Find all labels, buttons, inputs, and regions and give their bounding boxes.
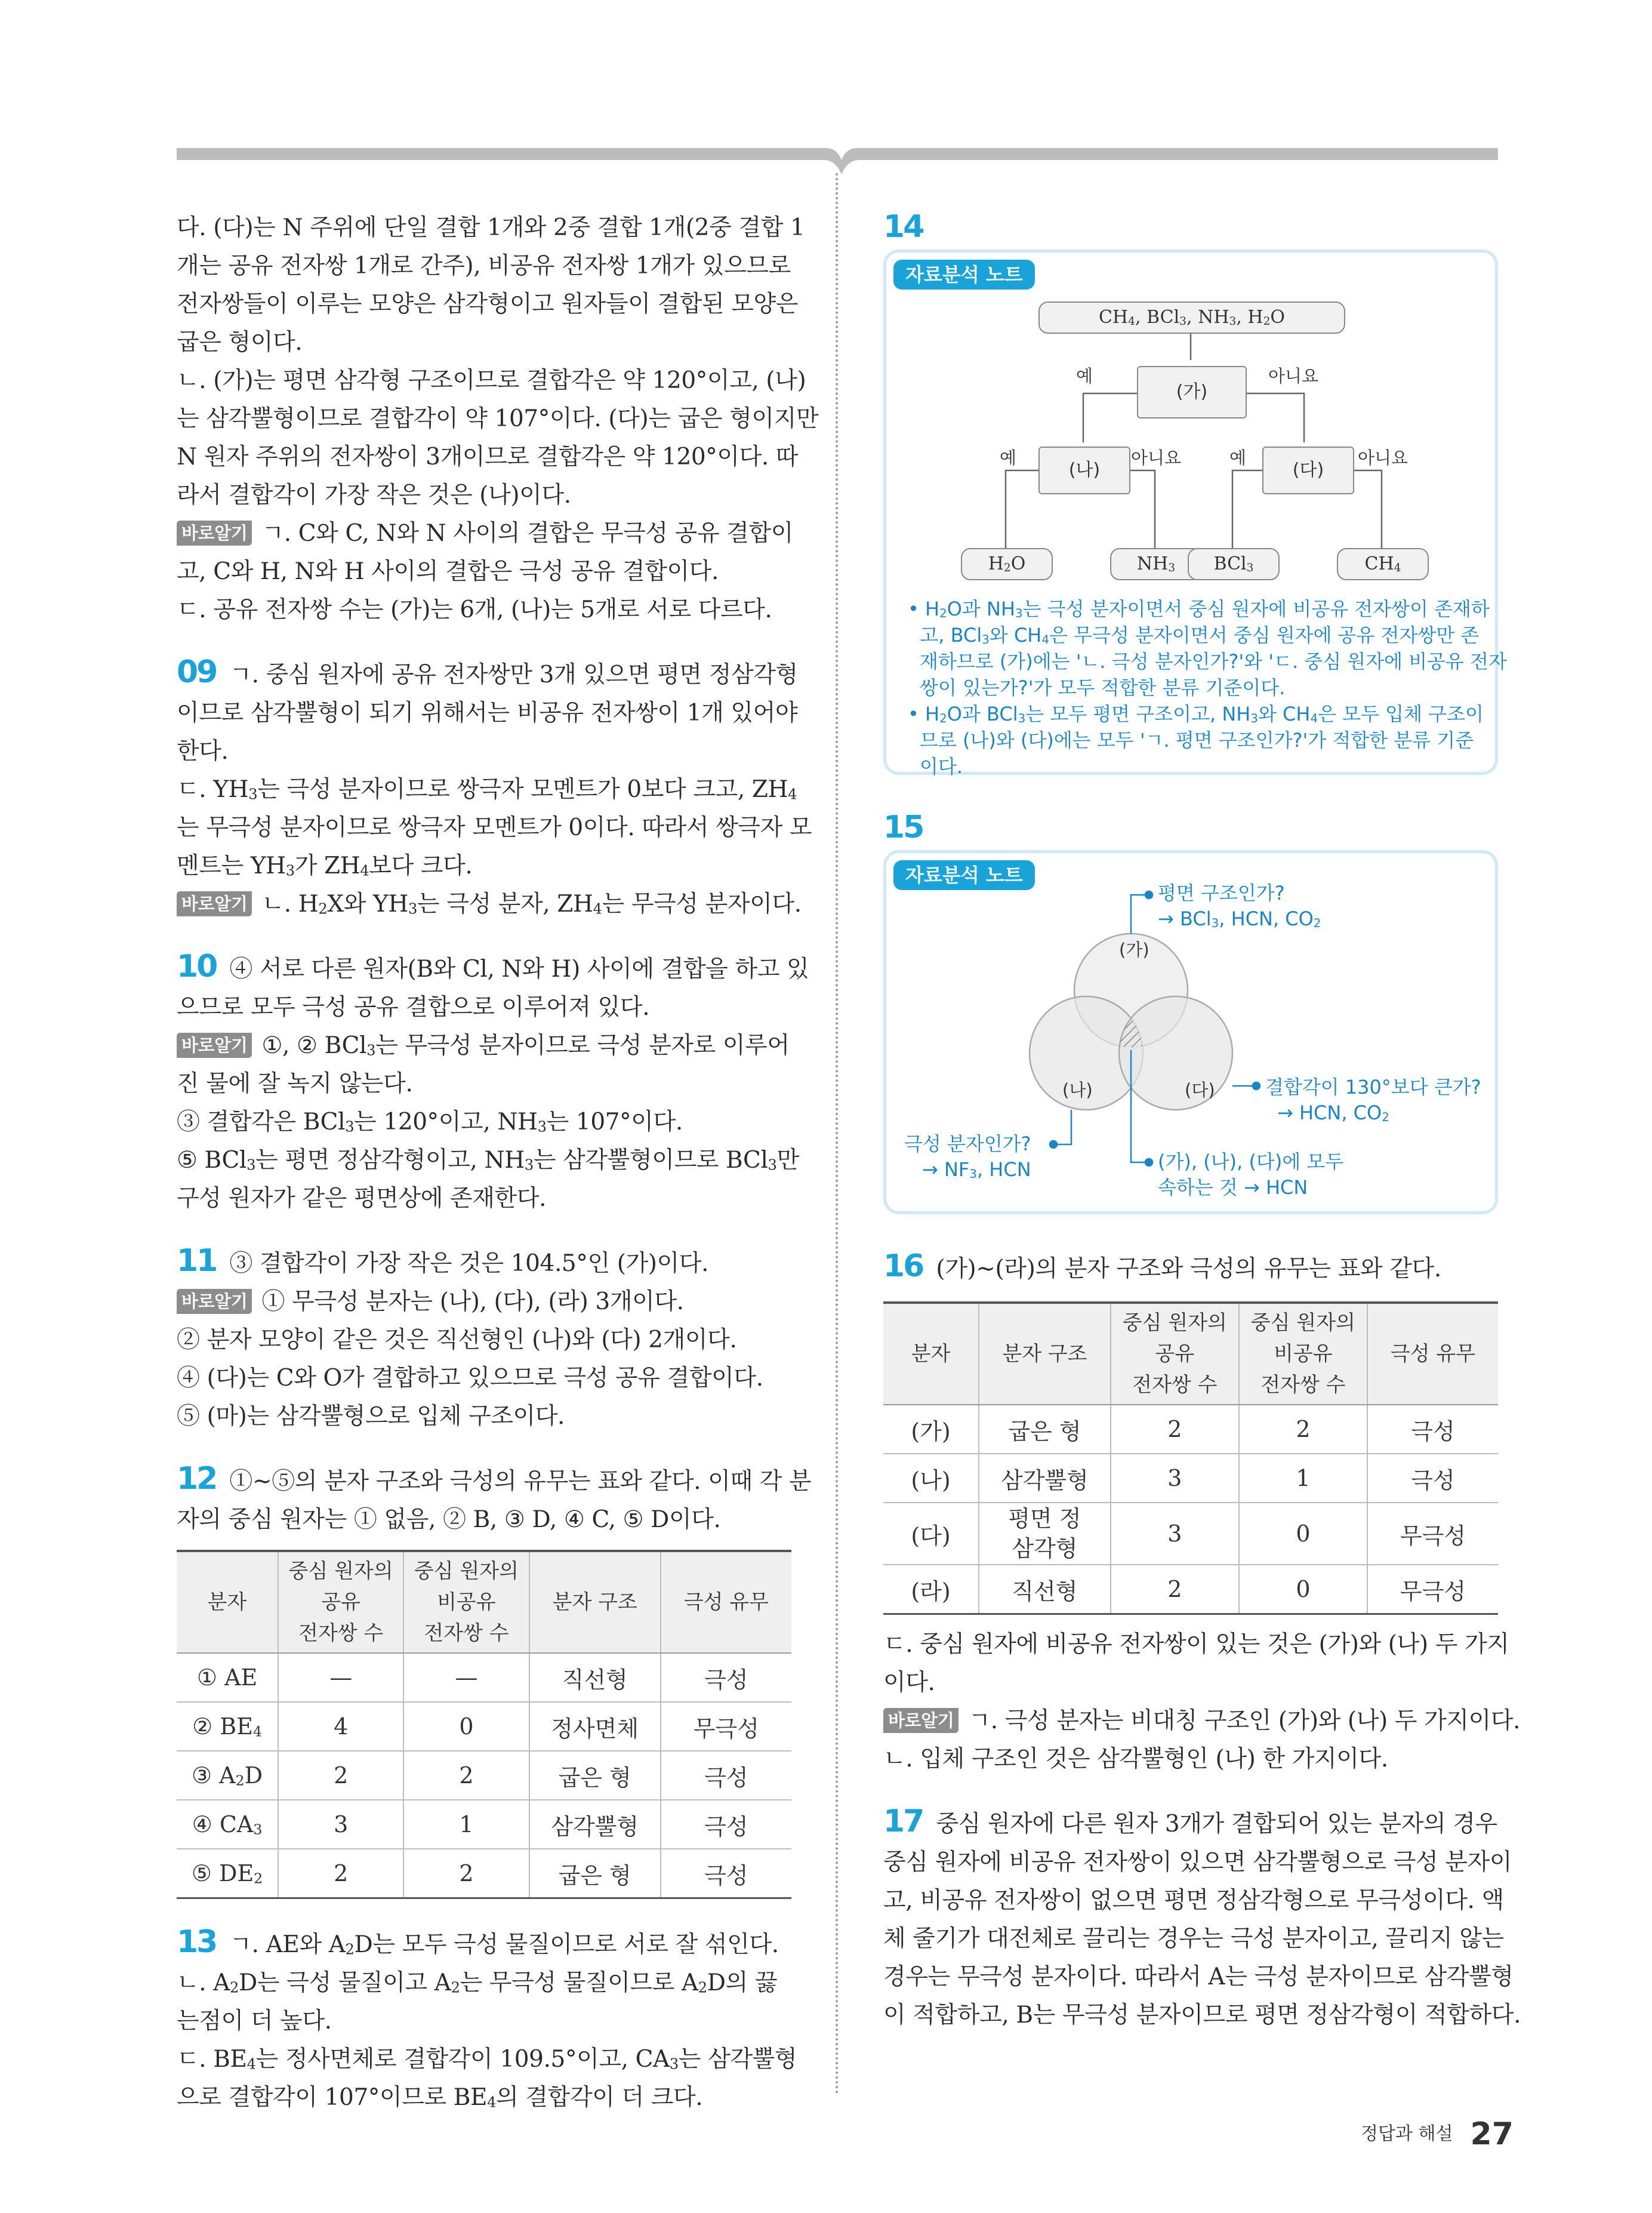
- text-line: 전자쌍들이 이루는 모양은 삼각형이고 원자들이 결합된 모양은: [177, 291, 799, 318]
- baro-algi-badge: 바로알기: [177, 521, 252, 546]
- table-row: [883, 1565, 1498, 1614]
- table-cell: ③ $A_2D$: [177, 1751, 278, 1800]
- text-line: 중심 원자에 비공유 전자쌍이 있으면 삼각뿔형으로 극성 분자이: [883, 1849, 1512, 1876]
- question-number: 16: [883, 1248, 923, 1284]
- note-line: 이다.: [920, 755, 963, 778]
- tree-root-node: $CH_4$, BCl$_3$, $NH_3$, $H_2O$: [1038, 301, 1345, 334]
- text-line: 자의 중심 원자는 ① 없음, ② B, ③ D, ④ C, ⑤ D이다.: [177, 1506, 721, 1533]
- table-row: [177, 1751, 791, 1800]
- answer-12: 12 ①~⑤의 분자 구조와 극성의 유무는 표와 같다. 이때 각 분: [177, 1461, 812, 1497]
- text-line: 고, C와 H, N와 H 사이의 결합은 극성 공유 결합이다.: [177, 558, 719, 585]
- note-line: 쌍이 있는가?'가 모두 적합한 분류 기준이다.: [920, 676, 1286, 699]
- page-number: 27: [1470, 2116, 1514, 2152]
- text-line: 체 줄기가 대전체로 끌리는 경우는 극성 분자이고, 끌리지 않는: [883, 1925, 1504, 1952]
- table-header: 분자: [177, 1551, 278, 1653]
- baro-algi-badge: 바로알기: [883, 1708, 958, 1733]
- venn-annotation: → $NF_3$, HCN: [922, 1158, 1031, 1181]
- table-header: 중심 원자의 비공유 전자쌍 수: [1239, 1303, 1367, 1405]
- table-cell: 무극성: [1367, 1503, 1498, 1565]
- text-line: ㄷ. $BE_4$는 정사면체로 결합각이 109.5°이고, $CA_3$는 삼각뿔형: [177, 2046, 797, 2073]
- text-line: ③ 결합각은 BCl$_3$는 120°이고, $NH_3$는 107°이다.: [177, 1109, 683, 1135]
- analysis-note-15: [883, 850, 1498, 1214]
- text-line: ⑤ (마)는 삼각뿔형으로 입체 구조이다.: [177, 1403, 565, 1430]
- text-line: 바로알기 ① 무극성 분자는 (나), (다), (라) 3개이다.: [177, 1283, 791, 1321]
- baro-algi-badge: 바로알기: [177, 891, 252, 916]
- table-header: 중심 원자의 공유 전자쌍 수: [278, 1551, 403, 1653]
- table-cell: 0: [1239, 1565, 1367, 1614]
- text-line: 이므로 삼각뿔형이 되기 위해서는 비공유 전자쌍이 1개 있어야: [177, 700, 798, 727]
- text-line: 개는 공유 전자쌍 1개로 간주), 비공유 전자쌍 1개가 있으므로: [177, 253, 791, 279]
- table-cell: 평면 정삼각형: [979, 1503, 1111, 1565]
- question-number: 12: [177, 1461, 217, 1497]
- table-cell: 직선형: [529, 1653, 661, 1702]
- venn-circle-da: [1119, 996, 1232, 1110]
- table-header-row: [177, 1551, 791, 1653]
- tree-leaf: $H_2O$: [961, 548, 1053, 580]
- table-cell: 무극성: [1367, 1565, 1498, 1614]
- text-line: ④ (다)는 C와 O가 결합하고 있으므로 극성 공유 결합이다.: [177, 1365, 763, 1392]
- baro-algi-badge: 바로알기: [177, 1033, 252, 1058]
- table-header: 극성 유무: [1367, 1303, 1498, 1405]
- table-cell: 2: [403, 1751, 529, 1800]
- table-cell: 3: [278, 1800, 403, 1849]
- text-line: N 원자 주위의 전자쌍이 3개이므로 결합각은 약 120°이다. 따: [177, 444, 799, 470]
- table-cell: 굽은 형: [529, 1751, 661, 1800]
- text-line: 이 적합하고, B는 무극성 분자이므로 평면 정삼각형이 적합하다.: [883, 2002, 1521, 2029]
- table-cell: 2: [1239, 1405, 1367, 1454]
- top-divider-bar: [0, 0, 1652, 179]
- table-header: 극성 유무: [661, 1551, 791, 1653]
- table-cell: 극성: [661, 1751, 791, 1800]
- table-cell: 1: [403, 1800, 529, 1849]
- tree-node-na: (나): [1038, 447, 1130, 494]
- answer-10: 10 ④ 서로 다른 원자(B와 Cl, N와 H) 사이에 결합을 하고 있: [177, 949, 809, 984]
- text-line: ⑤ BCl$_3$는 평면 정삼각형이고, $NH_3$는 삼각뿔형이므로 BCl$_3$만: [177, 1147, 799, 1174]
- text-line: 이다.: [883, 1669, 935, 1696]
- text-line: ㄷ. 공유 전자쌍 수는 (가)는 6개, (나)는 5개로 서로 다르다.: [177, 596, 772, 623]
- question-number: 10: [177, 949, 217, 984]
- label-no: 아니요: [1131, 448, 1182, 468]
- text-line: 는 삼각뿔형이므로 결합각이 약 107°이다. (다)는 굽은 형이지만: [177, 405, 819, 432]
- venn-annotation: 평면 구조인가?: [1158, 882, 1285, 904]
- table-header: 분자: [883, 1303, 979, 1405]
- table-cell: 0: [1239, 1503, 1367, 1565]
- venn-annotation: → BCl$_3$, HCN, $CO_2$: [1158, 907, 1321, 930]
- table-cell: 삼각뿔형: [529, 1800, 661, 1849]
- table-cell: 극성: [1367, 1454, 1498, 1503]
- page-footer: [1361, 2116, 1514, 2152]
- table-row: [177, 1800, 791, 1849]
- table-cell: 굽은 형: [529, 1849, 661, 1898]
- table-cell: 3: [1111, 1454, 1239, 1503]
- tree-node-da: (다): [1262, 447, 1354, 494]
- text-line: 한다.: [177, 738, 229, 765]
- table-cell: 2: [1111, 1565, 1239, 1614]
- table-cell: 직선형: [979, 1565, 1111, 1614]
- question-number: 09: [177, 654, 217, 690]
- text-line: 는 무극성 분자이므로 쌍극자 모멘트가 0이다. 따라서 쌍극자 모: [177, 814, 812, 841]
- question-number: 14: [883, 209, 923, 245]
- answer-09: 09 ㄱ. 중심 원자에 공유 전자쌍만 3개 있으면 평면 정삼각형: [177, 654, 798, 690]
- left-column: [177, 209, 819, 2117]
- text-line: 으로 결합각이 107°이므로 $BE_4$의 결합각이 더 크다.: [177, 2084, 703, 2111]
- venn-label-na: (나): [1062, 1080, 1093, 1100]
- text-line: 으므로 모두 극성 공유 결합으로 이루어져 있다.: [177, 994, 650, 1021]
- table-cell: 4: [278, 1702, 403, 1751]
- note-line: 므로 (나)와 (다)에는 모두 'ㄱ. 평면 구조인가?'가 적합한 분류 기준: [920, 729, 1474, 752]
- table-row: [883, 1405, 1498, 1454]
- text-line: ㄴ. 입체 구조인 것은 삼각뿔형인 (나) 한 가지이다.: [883, 1746, 1388, 1772]
- table-header: 분자 구조: [529, 1551, 661, 1653]
- text-line: 진 물에 잘 녹지 않는다.: [177, 1070, 413, 1097]
- table-cell: 2: [278, 1751, 403, 1800]
- table-row: [883, 1503, 1498, 1565]
- note-line: 고, BCl$_3$와 $CH_4$은 무극성 분자이면서 중심 원자에 공유 전자쌍만 존: [908, 624, 1480, 647]
- table-row: [883, 1454, 1498, 1503]
- text-line: 굽은 형이다.: [177, 329, 303, 356]
- table-cell: 극성: [661, 1653, 791, 1702]
- venn-label-ga: (가): [1119, 940, 1149, 960]
- text-line: 바로알기 ㄴ. $H_2X$와 $YH_3$는 극성 분자, $ZH_4$는 무극성 분자이다.: [177, 885, 791, 924]
- table-cell: 1: [1239, 1454, 1367, 1503]
- note-line: 재하므로 (가)에는 'ㄴ. 극성 분자인가?'와 'ㄷ. 중심 원자에 비공유 전자: [920, 650, 1507, 673]
- text-line: 구성 원자가 같은 평면상에 존재한다.: [177, 1185, 547, 1212]
- tree-node-ga: (가): [1137, 366, 1247, 418]
- table-cell: 2: [278, 1849, 403, 1898]
- baro-algi-badge: 바로알기: [177, 1289, 252, 1314]
- label-no: 아니요: [1358, 448, 1408, 468]
- table-cell: ⑤ $DE_2$: [177, 1849, 278, 1898]
- text-line: 멘트는 $YH_3$가 $ZH_4$보다 크다.: [177, 852, 473, 879]
- tree-leaf: $CH_4$: [1337, 548, 1429, 580]
- note-line: • $H_2O$과 BCl$_3$는 모두 평면 구조이고, $NH_3$와 $CH_4$은 모두 입체 구조이: [908, 703, 1484, 725]
- question-number: 17: [883, 1803, 923, 1839]
- table-cell: (나): [883, 1454, 979, 1503]
- note-tag: 자료분석 노트: [893, 260, 1035, 290]
- label-no: 아니요: [1268, 366, 1319, 386]
- analysis-note-14: [883, 250, 1507, 778]
- table-cell: 0: [403, 1702, 529, 1751]
- text-line: 고, 비공유 전자쌍이 없으면 평면 정삼각형으로 무극성이다. 액: [883, 1887, 1504, 1914]
- table-cell: 정사면체: [529, 1702, 661, 1751]
- question-number: 11: [177, 1243, 217, 1279]
- text-line: 다. (다)는 N 주위에 단일 결합 1개와 2중 결합 1개(2중 결합 1: [177, 214, 805, 241]
- label-yes: 예: [1076, 366, 1093, 386]
- question-number: 15: [883, 810, 923, 845]
- text-line: 바로알기 ㄱ. C와 C, N와 N 사이의 결합은 무극성 공유 결합이: [177, 515, 791, 553]
- table-header: 중심 원자의 비공유 전자쌍 수: [403, 1551, 529, 1653]
- note-line: • $H_2O$과 $NH_3$는 극성 분자이면서 중심 원자에 비공유 전자쌍이 존재하: [908, 598, 1490, 620]
- right-column: [883, 209, 1521, 2035]
- table-cell: 삼각뿔형: [979, 1454, 1111, 1503]
- table-cell: 2: [403, 1849, 529, 1898]
- table-cell: (가): [883, 1405, 979, 1454]
- table-cell: ④ $CA_3$: [177, 1800, 278, 1849]
- text-line: ㄷ. $YH_3$는 극성 분자이므로 쌍극자 모멘트가 0보다 크고, $ZH_4$: [177, 776, 797, 803]
- column-separator: [836, 173, 838, 2095]
- venn-annotation: 속하는 것 → HCN: [1158, 1176, 1308, 1199]
- venn-annotation: 극성 분자인가?: [904, 1132, 1031, 1155]
- text-line: 바로알기 ㄱ. 극성 분자는 비대칭 구조인 (가)와 (나) 두 가지이다.: [883, 1702, 1498, 1740]
- note-bullets: [908, 596, 1507, 780]
- tree-leaf: $NH_3$: [1110, 548, 1202, 580]
- venn-label-da: (다): [1185, 1080, 1215, 1100]
- question-number: 13: [177, 1924, 217, 1960]
- table-cell: 2: [1111, 1405, 1239, 1454]
- text-line: ㄷ. 중심 원자에 비공유 전자쌍이 있는 것은 (가)와 (나) 두 가지: [883, 1631, 1509, 1658]
- table-cell: 무극성: [661, 1702, 791, 1751]
- question-16: 16 (가)~(라)의 분자 구조와 극성의 유무는 표와 같다.: [883, 1248, 1441, 1284]
- table-header-row: [883, 1303, 1498, 1405]
- label-yes: 예: [1229, 448, 1247, 468]
- text-line: ② 분자 모양이 같은 것은 직선형인 (나)와 (다) 2개이다.: [177, 1326, 737, 1353]
- text-line: ㄴ. (가)는 평면 삼각형 구조이므로 결합각은 약 120°이고, (나): [177, 367, 806, 394]
- table-header: 중심 원자의 공유 전자쌍 수: [1111, 1303, 1239, 1405]
- table-12: [177, 1550, 791, 1899]
- note-tag: 자료분석 노트: [893, 860, 1035, 890]
- text-line: 바로알기 ①, ② BCl$_3$는 무극성 분자이므로 극성 분자로 이루어: [177, 1027, 791, 1065]
- table-cell: ② $BE_4$: [177, 1702, 278, 1751]
- venn-annotation: → HCN, $CO_2$: [1277, 1101, 1389, 1124]
- venn-annotation: (가), (나), (다)에 모두: [1158, 1150, 1344, 1173]
- table-row: [177, 1702, 791, 1751]
- table-cell: 굽은 형: [979, 1405, 1111, 1454]
- tree-leaf: BCl$_3$: [1188, 548, 1280, 580]
- table-cell: 극성: [1367, 1405, 1498, 1454]
- label-yes: 예: [1000, 448, 1017, 468]
- table-row: [177, 1849, 791, 1898]
- table-cell: (다): [883, 1503, 979, 1565]
- table-cell: —: [403, 1653, 529, 1702]
- table-cell: 3: [1111, 1503, 1239, 1565]
- answer-13: 13 ㄱ. AE와 $A_2D$는 모두 극성 물질이므로 서로 잘 섞인다.: [177, 1924, 779, 1960]
- venn-annotation: 결합각이 130°보다 큰가?: [1265, 1076, 1481, 1098]
- table-cell: 극성: [661, 1849, 791, 1898]
- text-line: ㄴ. $A_2D$는 극성 물질이고 $A_2$는 무극성 물질이므로 $A_2D$의 끓: [177, 1969, 778, 1996]
- table-row: [177, 1653, 791, 1702]
- table-cell: (라): [883, 1565, 979, 1614]
- table-header: 분자 구조: [979, 1303, 1111, 1405]
- text-line: 는점이 더 높다.: [177, 2008, 332, 2035]
- answer-11: 11 ③ 결합각이 가장 작은 것은 104.5°인 (가)이다.: [177, 1243, 709, 1279]
- table-cell: —: [278, 1653, 403, 1702]
- table-16: [883, 1301, 1498, 1615]
- table-cell: ① AE: [177, 1653, 278, 1702]
- footer-label: 정답과 해설: [1361, 2123, 1453, 2144]
- text-line: 라서 결합각이 가장 작은 것은 (나)이다.: [177, 482, 571, 509]
- table-cell: 극성: [661, 1800, 791, 1849]
- answer-17: 17 중심 원자에 다른 원자 3개가 결합되어 있는 분자의 경우: [883, 1803, 1497, 1839]
- text-line: 경우는 무극성 분자이다. 따라서 A는 극성 분자이므로 삼각뿔형: [883, 1963, 1514, 1990]
